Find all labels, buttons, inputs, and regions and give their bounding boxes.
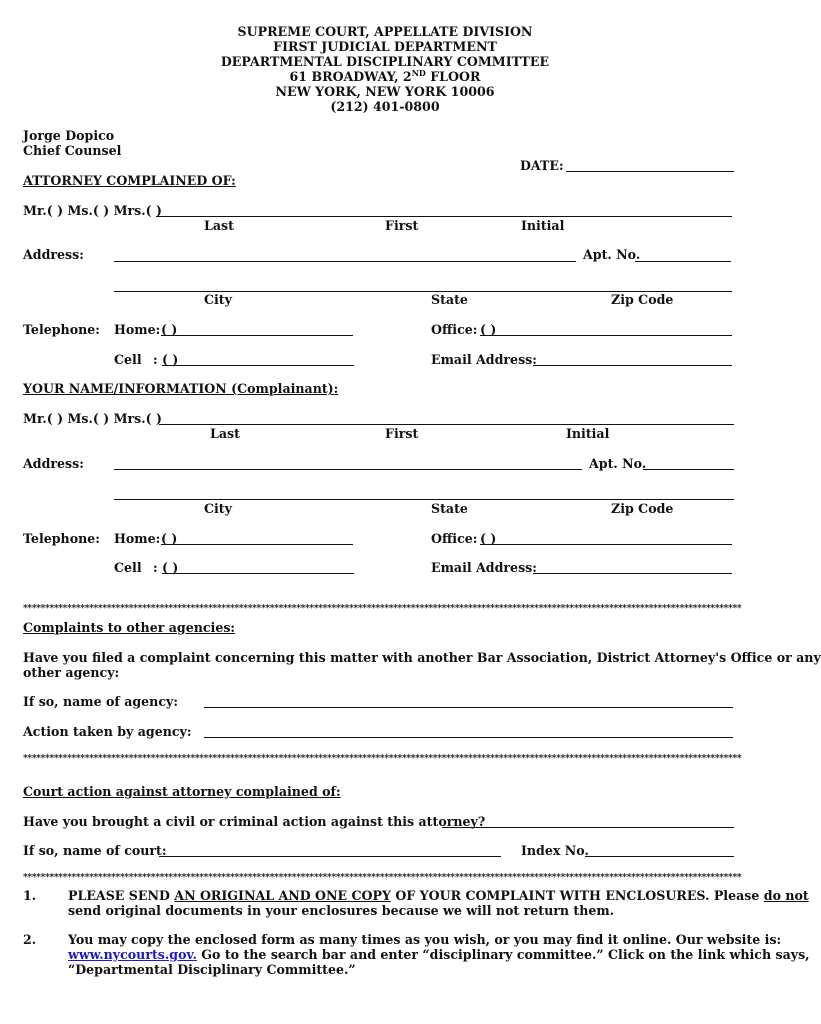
complainant-state-label: State	[431, 501, 468, 516]
attorney-telephone-label: Telephone:	[23, 322, 100, 337]
complainant-cell-area-code[interactable]: : ( )	[153, 560, 179, 575]
complainant-home-label: Home:	[114, 531, 161, 546]
complainant-city-label: City	[204, 501, 232, 516]
instruction-2-number: 2.	[23, 932, 37, 947]
court-question: Have you brought a civil or criminal action against this attorney?	[23, 814, 486, 829]
agency-name-field[interactable]	[204, 707, 733, 708]
separator: *******************************************************************************************************************************************************************	[23, 873, 742, 883]
agencies-question-line2: other agency:	[23, 665, 120, 680]
attorney-address-field[interactable]	[114, 261, 576, 262]
attorney-name-field[interactable]	[156, 216, 732, 217]
department-name: FIRST JUDICIAL DEPARTMENT	[273, 39, 497, 54]
complainant-apt-field[interactable]	[643, 469, 734, 470]
attorney-email-field[interactable]	[533, 365, 732, 366]
agency-action-field[interactable]	[204, 737, 733, 738]
instruction-1-number: 1.	[23, 888, 37, 903]
attorney-home-label: Home:	[114, 322, 161, 337]
separator: *******************************************************************************************************************************************************************	[23, 604, 742, 614]
complainant-telephone-label: Telephone:	[23, 531, 100, 546]
complainant-email-field[interactable]	[533, 573, 732, 574]
complainant-heading: YOUR NAME/INFORMATION (Complainant):	[23, 381, 339, 396]
instruction-1-line2: send original documents in your enclosures because we will not return them.	[68, 903, 615, 918]
complainant-home-area-code[interactable]: ( )	[161, 531, 178, 546]
attorney-home-area-code[interactable]: ( )	[161, 322, 178, 337]
date-field[interactable]	[566, 171, 734, 172]
attorney-office-label: Office:	[431, 322, 478, 337]
attorney-cell-phone-field[interactable]	[162, 365, 354, 366]
instruction-2-line2: www.nycourts.gov. Go to the search bar and enter “disciplinary committee.” Click on the link which says,	[68, 947, 810, 962]
street-address: 61 BROADWAY, 2ND FLOOR	[289, 67, 481, 84]
attorney-home-phone-field[interactable]	[161, 335, 353, 336]
court-action-field[interactable]	[442, 827, 734, 828]
attorney-salutation[interactable]: Mr.( ) Ms.( ) Mrs.( )	[23, 203, 162, 218]
complainant-last-label: Last	[210, 426, 240, 441]
agency-name-label: If so, name of agency:	[23, 694, 178, 709]
complainant-cell-label: Cell	[114, 560, 142, 575]
attorney-heading: ATTORNEY COMPLAINED OF:	[23, 173, 236, 188]
complainant-apt-label: Apt. No.	[589, 456, 647, 471]
attorney-zip-label: Zip Code	[611, 292, 674, 307]
attorney-office-area-code[interactable]: ( )	[480, 322, 497, 337]
court-name: SUPREME COURT, APPELLATE DIVISION	[237, 24, 533, 39]
website-link[interactable]: www.nycourts.gov.	[68, 947, 197, 962]
index-number-field[interactable]	[585, 856, 734, 857]
index-number-label: Index No.	[521, 843, 589, 858]
complainant-first-label: First	[385, 426, 419, 441]
separator: *******************************************************************************************************************************************************************	[23, 754, 742, 764]
instruction-2-line3: “Departmental Disciplinary Committee.”	[68, 962, 356, 977]
court-name-label: If so, name of court:	[23, 843, 167, 858]
complainant-address-label: Address:	[23, 456, 84, 471]
complainant-city-state-zip-field[interactable]	[114, 499, 734, 500]
complainant-zip-label: Zip Code	[611, 501, 674, 516]
attorney-last-label: Last	[204, 218, 234, 233]
agency-action-label: Action taken by agency:	[23, 724, 192, 739]
complainant-address-field[interactable]	[114, 469, 582, 470]
counsel-name: Jorge Dopico	[23, 128, 115, 143]
city-address: NEW YORK, NEW YORK 10006	[275, 84, 495, 99]
attorney-initial-label: Initial	[521, 218, 565, 233]
phone-number: (212) 401-0800	[330, 99, 440, 114]
complainant-name-field[interactable]	[159, 424, 734, 425]
attorney-apt-field[interactable]	[635, 261, 731, 262]
court-name-field[interactable]	[159, 856, 501, 857]
attorney-email-label: Email Address:	[431, 352, 537, 367]
instruction-1-line1: PLEASE SEND AN ORIGINAL AND ONE COPY OF YOUR COMPLAINT WITH ENCLOSURES. Please do not	[68, 888, 809, 903]
committee-name: DEPARTMENTAL DISCIPLINARY COMMITTEE	[220, 54, 550, 69]
complainant-initial-label: Initial	[566, 426, 610, 441]
attorney-address-label: Address:	[23, 247, 84, 262]
attorney-office-phone-field[interactable]	[480, 335, 732, 336]
counsel-title: Chief Counsel	[23, 143, 122, 158]
date-label: DATE:	[520, 158, 564, 173]
attorney-cell-label: Cell	[114, 352, 142, 367]
complainant-home-phone-field[interactable]	[161, 544, 353, 545]
complainant-office-phone-field[interactable]	[480, 544, 732, 545]
complainant-cell-phone-field[interactable]	[162, 573, 354, 574]
agencies-question-line1: Have you filed a complaint concerning this matter with another Bar Association, District Attorney's Office or any	[23, 650, 821, 665]
court-heading: Court action against attorney complained of:	[23, 784, 341, 799]
attorney-cell-area-code[interactable]: : ( )	[153, 352, 179, 367]
instruction-2-line1: You may copy the enclosed form as many times as you wish, or you may find it online. Our website is:	[68, 932, 782, 947]
attorney-first-label: First	[385, 218, 419, 233]
complainant-office-label: Office:	[431, 531, 478, 546]
attorney-state-label: State	[431, 292, 468, 307]
complainant-email-label: Email Address:	[431, 560, 537, 575]
complainant-salutation[interactable]: Mr.( ) Ms.( ) Mrs.( )	[23, 411, 162, 426]
attorney-apt-label: Apt. No.	[583, 247, 641, 262]
attorney-city-label: City	[204, 292, 232, 307]
agencies-heading: Complaints to other agencies:	[23, 620, 236, 635]
complainant-office-area-code[interactable]: ( )	[480, 531, 497, 546]
